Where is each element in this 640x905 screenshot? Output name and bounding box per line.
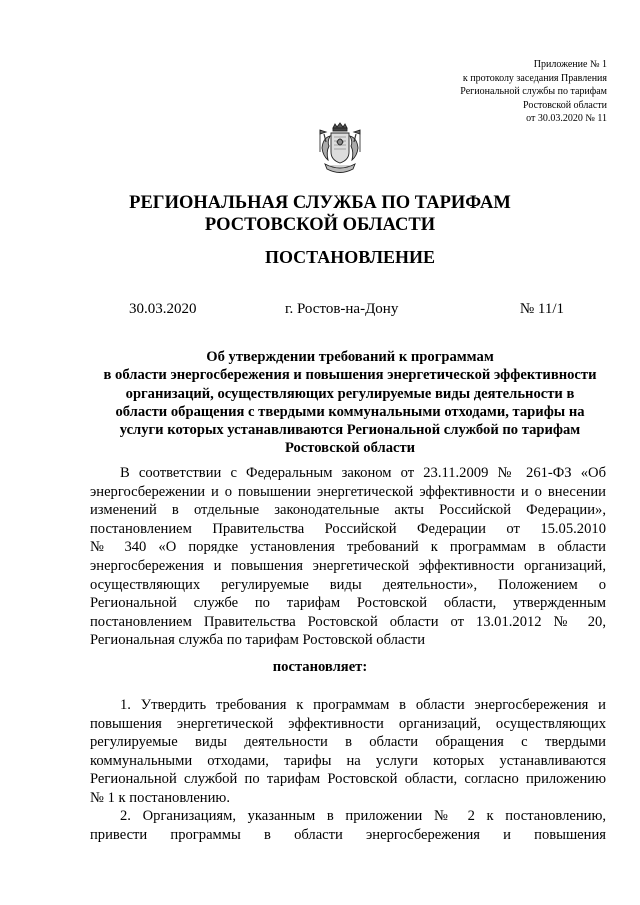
paragraph-line: энергосбережения и повышения энергетической эффективности организаций, (90, 557, 606, 574)
appendix-reference (367, 58, 607, 126)
paragraph-line: В соответствии с Федеральным законом от 23.11.2009 № 261-ФЗ «Об (120, 465, 606, 481)
appendix-line: от 30.03.2020 № 11 (526, 113, 607, 125)
title-line: услуги которых устанавливаются Региональной службой по тарифам (119, 422, 581, 439)
paragraph-line: Региональной службой по тарифам Ростовской области, согласно приложению (90, 771, 606, 788)
resolution-item-1 (90, 696, 606, 808)
organization-name-line: РОСТОВСКОЙ ОБЛАСТИ (204, 215, 436, 235)
organization-name-line: РЕГИОНАЛЬНАЯ СЛУЖБА ПО ТАРИФАМ (129, 193, 511, 213)
appendix-line: Ростовской области (523, 99, 607, 111)
title-line: области обращения с твердыми коммунальными отходами, тарифы на (115, 403, 585, 420)
paragraph-line: коммунальными отходами, тарифы на услуги которых устанавливаются (90, 752, 606, 769)
document-number: № 11/1 (519, 301, 564, 317)
paragraph-line: Региональная служба по тарифам Ростовской области (90, 632, 426, 649)
appendix-line: Региональной службы по тарифам (460, 86, 607, 98)
paragraph-line: привести программы в области энергосбережения и повышения (90, 826, 606, 843)
document-meta (0, 299, 640, 319)
appendix-line: Приложение № 1 (533, 59, 607, 70)
paragraph-line: постановлением Правительства Российской Федерации от 15.05.2010 (90, 520, 606, 537)
paragraph-line: постановлением Правительства Ростовской области от 13.01.2012 № 20, (90, 613, 606, 630)
paragraph-line: повышения энергетической эффективности организаций, осуществляющих (90, 715, 606, 732)
organization-name (0, 192, 640, 236)
paragraph-line: энергосбережении и о повышении энергетической эффективности и о внесении (90, 483, 606, 500)
preamble-paragraph (90, 464, 606, 650)
paragraph-line: 2. Организациям, указанным в приложении № 2 к постановлению, (120, 808, 606, 824)
paragraph-line: осуществляющих регулируемые виды деятельности», Положением о (90, 576, 606, 593)
appendix-line: к протоколу заседания Правления (462, 72, 607, 84)
document-city: г. Ростов-на-Дону (285, 301, 399, 317)
document-type: ПОСТАНОВЛЕНИЕ (264, 247, 436, 267)
title-line: организаций, осуществляющих регулируемые виды деятельности в (125, 385, 575, 402)
title-line: Об утверждении требований к программам (206, 349, 494, 365)
paragraph-line: изменений в отдельные законодательные акты Российской Федерации», (90, 502, 606, 519)
paragraph-line: № 1 к постановлению. (90, 789, 230, 806)
document-title (0, 348, 640, 458)
paragraph-line: 1. Утвердить требования к программам в области энергосбережения и (120, 697, 606, 713)
coat-of-arms-icon (317, 122, 363, 178)
resolution-item-2 (90, 807, 606, 844)
paragraph-line: № 340 «О порядке установления требований к программам в области (90, 539, 606, 556)
title-line: в области энергосбережения и повышения энергетической эффективности (103, 367, 597, 384)
document-date: 30.03.2020 (129, 301, 197, 317)
paragraph-line: Региональной службе по тарифам Ростовской области, утвержденным (90, 595, 606, 612)
title-line: Ростовской области (284, 440, 416, 457)
resolves-heading: постановляет: (272, 659, 368, 675)
paragraph-line: регулируемые виды деятельности в области обращения с твердыми (90, 734, 606, 751)
